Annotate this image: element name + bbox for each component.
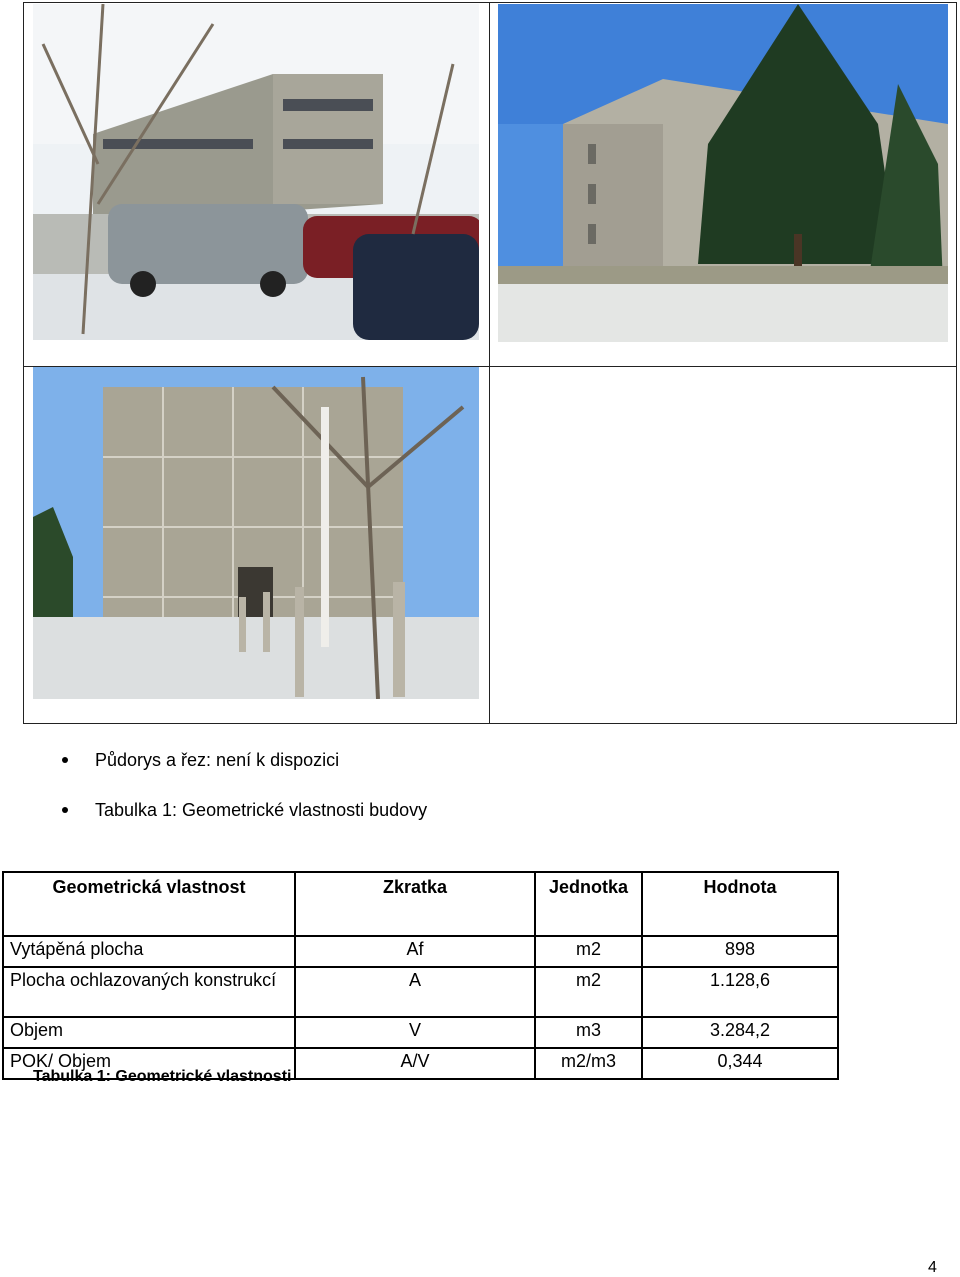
table-cell: Af xyxy=(295,936,535,967)
table-cell: 3.284,2 xyxy=(642,1017,838,1048)
table-cell: m3 xyxy=(535,1017,642,1048)
table-header-cell: Zkratka xyxy=(295,872,535,936)
table-cell: 0,344 xyxy=(642,1048,838,1079)
table-cell: m2 xyxy=(535,967,642,1017)
bullet-item xyxy=(62,748,427,772)
table-cell: Vytápěná plocha xyxy=(3,936,295,967)
photo-grid xyxy=(23,2,957,724)
table-cell: Objem xyxy=(3,1017,295,1048)
photo-building-side-wall xyxy=(33,367,479,699)
table-row xyxy=(3,1017,838,1048)
table-cell: m2 xyxy=(535,936,642,967)
grid-divider-vertical xyxy=(489,3,490,723)
geometry-table xyxy=(2,871,839,1080)
table-header-row xyxy=(3,872,838,936)
table-header-cell: Geometrická vlastnost xyxy=(3,872,295,936)
bullet-text: Půdorys a řez: není k dispozici xyxy=(95,750,340,770)
table-header-cell: Jednotka xyxy=(535,872,642,936)
table-cell: A/V xyxy=(295,1048,535,1079)
bullet-text: Tabulka 1: Geometrické vlastnosti budovy xyxy=(95,800,428,820)
bullet-dot xyxy=(62,807,68,813)
table-cell: V xyxy=(295,1017,535,1048)
table-cell: 1.128,6 xyxy=(642,967,838,1017)
photo-building-pine-tree xyxy=(498,4,948,342)
table-caption: Tabulka 1: Geometrické vlastnosti xyxy=(33,1068,292,1085)
table-row xyxy=(3,967,838,1017)
page-number: 4 xyxy=(928,1259,937,1276)
table-header-cell: Hodnota xyxy=(642,872,838,936)
table-cell: Plocha ochlazovaných konstrukcí xyxy=(3,967,295,1017)
table-row xyxy=(3,936,838,967)
table-cell: A xyxy=(295,967,535,1017)
table-cell: POK/ Objem xyxy=(3,1048,295,1079)
table-cell: m2/m3 xyxy=(535,1048,642,1079)
bullet-list xyxy=(62,748,427,848)
table-cell: 898 xyxy=(642,936,838,967)
bullet-dot xyxy=(62,757,68,763)
bullet-item xyxy=(62,798,427,822)
photo-building-parking xyxy=(33,4,479,340)
